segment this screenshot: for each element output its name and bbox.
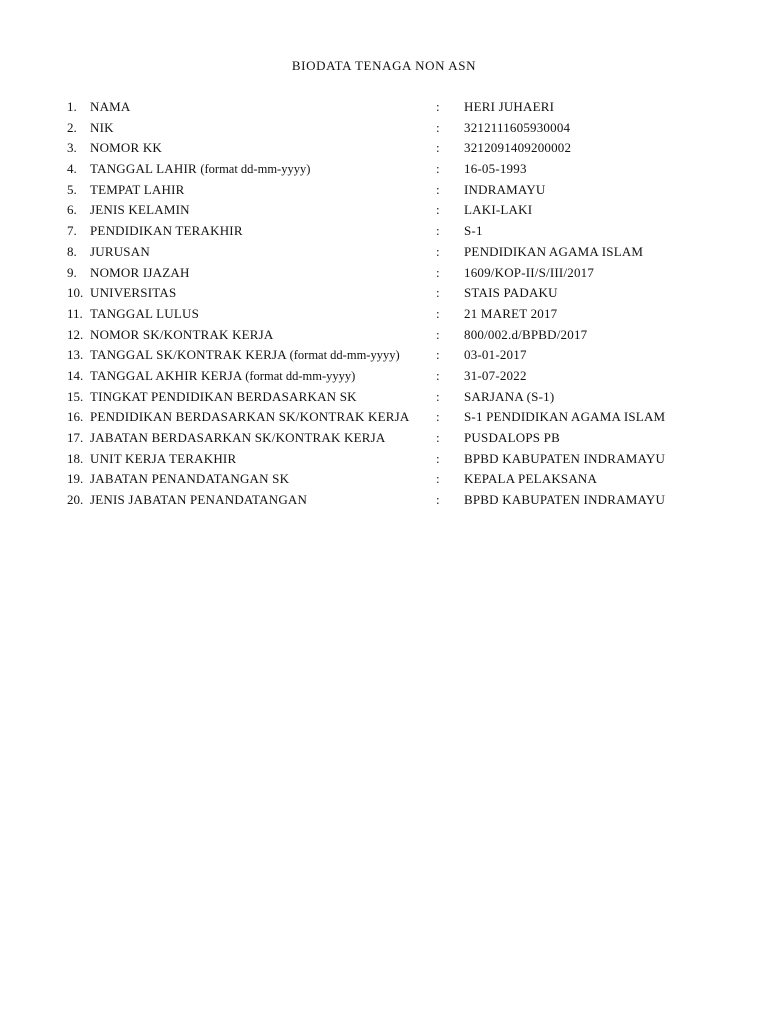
biodata-row: [0, 138, 768, 159]
biodata-row: [0, 325, 768, 346]
biodata-row: [0, 449, 768, 470]
row-label: [90, 138, 162, 158]
row-number: 5.: [67, 181, 77, 197]
row-number: 1.: [67, 99, 77, 114]
row-number: 14.: [67, 367, 84, 383]
row-value: INDRAMAYU: [464, 181, 546, 197]
row-value: 21 MARET 2017: [464, 305, 558, 321]
row-value: PUSDALOPS PB: [464, 430, 560, 445]
row-number: 13.: [67, 347, 84, 363]
row-separator: :: [436, 119, 440, 135]
row-number: 17.: [67, 430, 84, 445]
biodata-row: [0, 118, 768, 139]
row-label-text: TANGGAL SK/KONTRAK KERJA: [90, 347, 287, 363]
row-separator: :: [436, 430, 440, 445]
row-label-text: JABATAN BERDASARKAN SK/KONTRAK KERJA: [90, 430, 386, 445]
biodata-row: [0, 180, 768, 201]
row-label: [90, 180, 185, 200]
row-number: 19.: [67, 471, 84, 487]
biodata-list: [0, 97, 768, 511]
row-value: PENDIDIKAN AGAMA ISLAM: [464, 243, 644, 259]
biodata-row: [0, 366, 768, 387]
row-value: 16-05-1993: [464, 161, 527, 177]
row-separator: :: [436, 492, 440, 508]
row-number: 18.: [67, 450, 84, 466]
row-label: [90, 449, 236, 469]
row-format-hint: (format dd-mm-yyyy): [200, 162, 311, 177]
row-separator: :: [436, 140, 440, 156]
row-label-text: TANGGAL AKHIR KERJA: [90, 367, 242, 383]
row-value: 1609/KOP-II/S/III/2017: [464, 264, 595, 280]
row-label-text: UNIT KERJA TERAKHIR: [90, 450, 237, 466]
row-separator: :: [436, 243, 440, 259]
row-separator: :: [436, 264, 440, 280]
row-value: 3212111605930004: [464, 119, 571, 135]
row-label: [90, 97, 131, 117]
row-label: [90, 428, 385, 448]
biodata-row: [0, 407, 768, 428]
row-label-text: JURUSAN: [90, 243, 150, 259]
row-separator: :: [436, 223, 440, 239]
row-number: 15.: [67, 388, 84, 404]
row-label-text: JENIS JABATAN PENANDATANGAN: [90, 492, 308, 508]
row-separator: :: [436, 409, 440, 425]
row-label-text: TANGGAL LAHIR: [90, 161, 197, 177]
row-value: SARJANA (S-1): [464, 388, 555, 404]
row-label: [90, 304, 199, 324]
row-label: [90, 200, 190, 220]
row-value: BPBD KABUPATEN INDRAMAYU: [464, 450, 666, 466]
row-label: [90, 407, 409, 427]
biodata-row: [0, 490, 768, 511]
row-label: [90, 242, 150, 262]
biodata-row: [0, 469, 768, 490]
row-label-text: JABATAN PENANDATANGAN SK: [90, 471, 290, 487]
row-value: 03-01-2017: [464, 347, 527, 363]
row-number: 7.: [67, 223, 77, 239]
row-label-text: TINGKAT PENDIDIKAN BERDASARKAN SK: [90, 388, 357, 404]
row-value: LAKI-LAKI: [464, 202, 533, 218]
row-label: [90, 263, 190, 283]
row-label-text: TANGGAL LULUS: [90, 305, 200, 321]
row-label-text: NAMA: [90, 99, 131, 114]
row-number: 6.: [67, 202, 77, 218]
row-value: S-1 PENDIDIKAN AGAMA ISLAM: [464, 409, 666, 425]
row-value: BPBD KABUPATEN INDRAMAYU: [464, 492, 666, 508]
row-value: 800/002.d/BPBD/2017: [464, 326, 588, 342]
document-title: BIODATA TENAGA NON ASN: [291, 58, 477, 73]
biodata-row: [0, 221, 768, 242]
row-number: 12.: [67, 326, 84, 342]
row-separator: :: [436, 347, 440, 363]
row-value: KEPALA PELAKSANA: [464, 471, 598, 487]
biodata-row: [0, 304, 768, 325]
row-value: HERI JUHAERI: [464, 99, 555, 114]
row-number: 2.: [67, 119, 77, 135]
row-label: [90, 387, 357, 407]
row-value: 31-07-2022: [464, 367, 527, 383]
row-label-text: NOMOR KK: [90, 140, 163, 156]
row-format-hint: (format dd-mm-yyyy): [245, 368, 356, 383]
biodata-row: [0, 200, 768, 221]
row-number: 4.: [67, 161, 77, 177]
row-value: S-1: [464, 223, 483, 239]
row-label: [90, 283, 176, 303]
row-label: [90, 469, 289, 489]
row-number: 11.: [67, 305, 83, 321]
row-separator: :: [436, 471, 440, 487]
row-number: 16.: [67, 409, 84, 425]
biodata-row: [0, 263, 768, 284]
biodata-row: [0, 242, 768, 263]
row-label-text: PENDIDIKAN BERDASARKAN SK/KONTRAK KERJA: [90, 409, 410, 425]
row-separator: :: [436, 202, 440, 218]
row-label: [90, 325, 274, 345]
row-label-text: NOMOR IJAZAH: [90, 264, 190, 280]
row-separator: :: [436, 367, 440, 383]
row-number: 9.: [67, 264, 77, 280]
biodata-row: [0, 345, 768, 366]
row-separator: :: [436, 181, 440, 197]
biodata-row: [0, 97, 768, 118]
row-label-text: PENDIDIKAN TERAKHIR: [90, 223, 243, 239]
row-number: 8.: [67, 243, 77, 259]
row-number: 3.: [67, 140, 77, 156]
row-label-text: NIK: [90, 119, 114, 135]
row-format-hint: (format dd-mm-yyyy): [289, 348, 400, 363]
row-separator: :: [436, 99, 440, 114]
row-label-text: NOMOR SK/KONTRAK KERJA: [90, 326, 274, 342]
row-label: [90, 118, 114, 138]
row-label: [90, 159, 310, 179]
row-label-text: UNIVERSITAS: [90, 285, 177, 301]
row-label: [90, 490, 307, 510]
row-label: [90, 345, 400, 365]
row-value: 3212091409200002: [464, 140, 572, 156]
row-separator: :: [436, 305, 440, 321]
row-separator: :: [436, 450, 440, 466]
row-value: STAIS PADAKU: [464, 285, 558, 301]
row-separator: :: [436, 161, 440, 177]
row-number: 10.: [67, 285, 84, 301]
biodata-row: [0, 283, 768, 304]
biodata-row: [0, 159, 768, 180]
row-label-text: JENIS KELAMIN: [90, 202, 190, 218]
row-label: [90, 366, 355, 386]
row-separator: :: [436, 388, 440, 404]
row-separator: :: [436, 285, 440, 301]
row-label-text: TEMPAT LAHIR: [90, 181, 185, 197]
row-label: [90, 221, 243, 241]
biodata-row: [0, 387, 768, 408]
row-separator: :: [436, 326, 440, 342]
biodata-row: [0, 428, 768, 449]
row-number: 20.: [67, 492, 84, 508]
